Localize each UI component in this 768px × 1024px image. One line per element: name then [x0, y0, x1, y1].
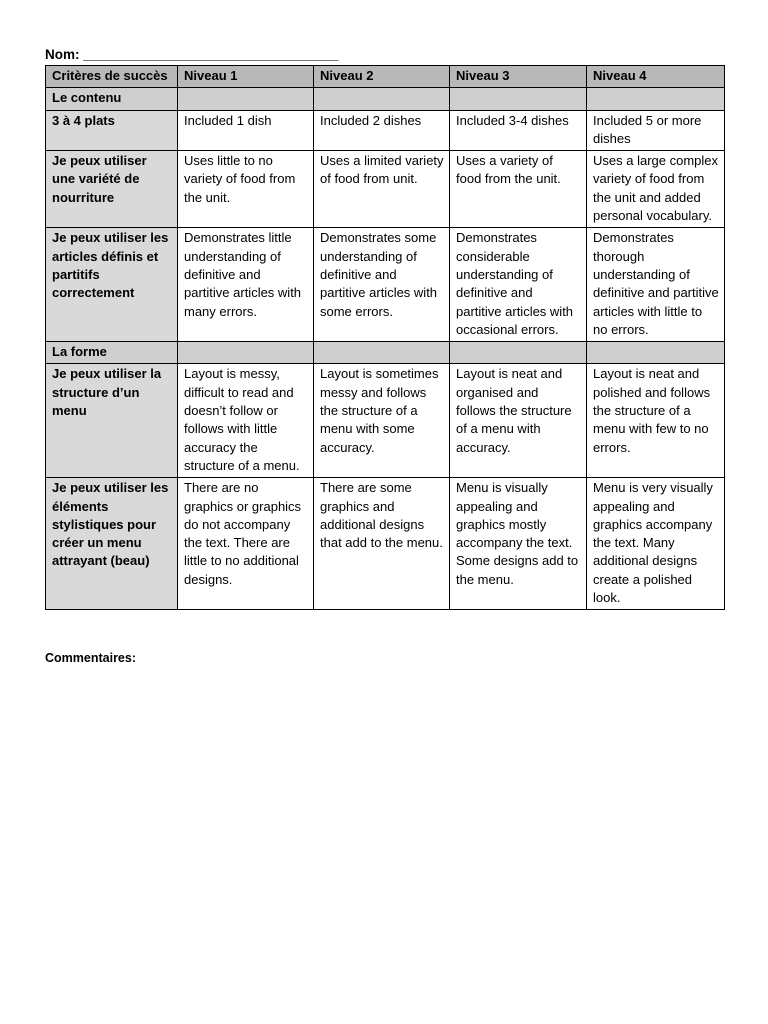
level-cell: Included 5 or more dishes — [587, 110, 725, 151]
level-cell: Layout is messy, difficult to read and doesn’t follow or follows with little accuracy the structure of a menu. — [178, 364, 314, 478]
level-cell: Uses a variety of food from the unit. — [450, 151, 587, 228]
section-row-contenu — [46, 88, 725, 110]
header-criteria: Critères de succès — [46, 66, 178, 88]
header-level-2: Niveau 2 — [314, 66, 450, 88]
level-cell: Uses a large complex variety of food from the unit and added personal vocabulary. — [587, 151, 725, 228]
level-cell: Layout is neat and organised and follows the structure of a menu with accuracy. — [450, 364, 587, 478]
table-row — [46, 364, 725, 478]
criterion-cell: Je peux utiliser la structure d’un menu — [46, 364, 178, 478]
rubric-table — [45, 65, 725, 610]
table-row — [46, 151, 725, 228]
criterion-cell: 3 à 4 plats — [46, 110, 178, 151]
level-cell-text: Menu is visually appealing and graphics mostly accompany the text. — [456, 480, 573, 551]
level-cell: Uses a limited variety of food from unit. — [314, 151, 450, 228]
level-cell: Layout is neat and polished and follows the structure of a menu with few to no errors. — [587, 364, 725, 478]
level-cell: Menu is very visually appealing and graphics accompany the text. Many additional designs create a polished look. — [587, 478, 725, 610]
level-cell: Demonstrates considerable understanding of definitive and partitive articles with occasional errors. — [450, 228, 587, 342]
level-cell: Demonstrates thorough understanding of definitive and partitive articles with little to no errors. — [587, 228, 725, 342]
header-level-1: Niveau 1 — [178, 66, 314, 88]
table-row — [46, 110, 725, 151]
section-label-contenu: Le contenu — [46, 88, 178, 110]
level-cell: Demonstrates little understanding of definitive and partitive articles with many errors. — [178, 228, 314, 342]
section-label-forme: La forme — [46, 342, 178, 364]
level-cell: Included 1 dish — [178, 110, 314, 151]
table-header-row — [46, 66, 725, 88]
level-cell — [450, 478, 587, 610]
level-cell: Layout is sometimes messy and follows the structure of a menu with some accuracy. — [314, 364, 450, 478]
section-row-forme — [46, 342, 725, 364]
level-cell-extra-text: Some designs add to the menu. — [456, 553, 579, 587]
level-cell: Included 2 dishes — [314, 110, 450, 151]
name-field-line[interactable]: Nom: __________________________________ — [45, 47, 339, 62]
level-cell: Included 3-4 dishes — [450, 110, 587, 151]
level-cell: There are no graphics or graphics do not accompany the text. There are little to no additional designs. — [178, 478, 314, 610]
criterion-cell: Je peux utiliser les éléments stylistiques pour créer un menu attrayant (beau) — [46, 478, 178, 610]
level-cell: Uses little to no variety of food from the unit. — [178, 151, 314, 228]
header-level-3: Niveau 3 — [450, 66, 587, 88]
comments-label: Commentaires: — [45, 651, 136, 665]
table-row — [46, 478, 725, 610]
criterion-cell: Je peux utiliser une variété de nourriture — [46, 151, 178, 228]
level-cell: Demonstrates some understanding of definitive and partitive articles with some errors. — [314, 228, 450, 342]
level-cell: There are some graphics and additional designs that add to the menu. — [314, 478, 450, 610]
table-row — [46, 228, 725, 342]
criterion-cell: Je peux utiliser les articles définis et partitifs correctement — [46, 228, 178, 342]
header-level-4: Niveau 4 — [587, 66, 725, 88]
